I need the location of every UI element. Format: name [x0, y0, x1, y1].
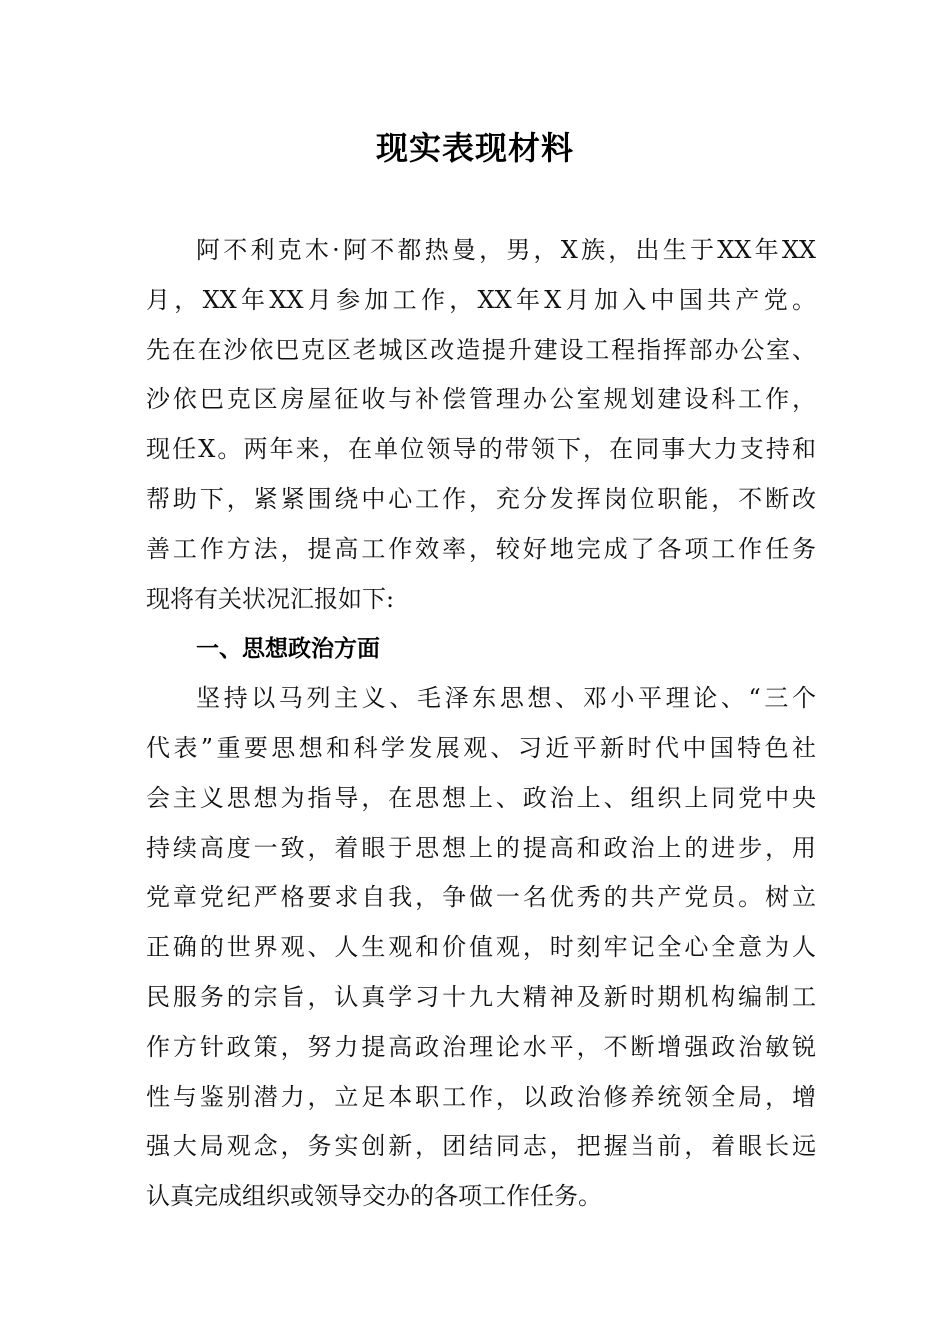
paragraph-line: 党章党纪严格要求自我，争做一名优秀的共产党员。树立 — [146, 883, 816, 911]
paragraph-line: 持续高度一致，着眼于思想上的提高和政治上的进步，用 — [146, 834, 816, 862]
paragraph-line: 代表”重要思想和科学发展观、习近平新时代中国特色社 — [146, 734, 816, 762]
paragraph-line: 现将有关状况汇报如下: — [146, 585, 395, 613]
paragraph-line: 现任X。两年来，在单位领导的带领下，在同事大力支持和 — [146, 435, 816, 463]
paragraph-line: 作方针政策，努力提高政治理论水平，不断增强政治敏锐 — [146, 1033, 816, 1061]
paragraph-line: 沙依巴克区房屋征收与补偿管理办公室规划建设科工作， — [146, 385, 816, 413]
section-heading: 一、思想政治方面 — [196, 636, 380, 662]
paragraph-line: 月，XX年XX月参加工作，XX年X月加入中国共产党。 — [146, 286, 816, 314]
paragraph-line: 会主义思想为指导，在思想上、政治上、组织上同党中央 — [146, 784, 816, 812]
paragraph-line: 认真完成组织或领导交办的各项工作任务。 — [146, 1182, 602, 1210]
paragraph-line: 先在在沙依巴克区老城区改造提升建设工程指挥部办公室、 — [146, 336, 816, 364]
paragraph-line: 民服务的宗旨，认真学习十九大精神及新时期机构编制工 — [146, 983, 816, 1011]
paragraph-line: 帮助下，紧紧围绕中心工作，充分发挥岗位职能，不断改 — [146, 485, 816, 513]
paragraph-line: 阿不利克木·阿不都热曼，男，X族，出生于XX年XX — [196, 236, 816, 264]
paragraph-line: 性与鉴别潜力，立足本职工作，以政治修养统领全局，增 — [146, 1083, 816, 1111]
paragraph-line: 正确的世界观、人生观和价值观，时刻牢记全心全意为人 — [146, 933, 816, 961]
paragraph-line: 强大局观念，务实创新，团结同志，把握当前，着眼长远 — [146, 1132, 816, 1160]
document-title: 现实表现材料 — [375, 129, 574, 167]
paragraph-line: 善工作方法，提高工作效率，较好地完成了各项工作任务 — [146, 535, 816, 563]
paragraph-line: 坚持以马列主义、毛泽东思想、邓小平理论、“三个 — [196, 684, 816, 712]
